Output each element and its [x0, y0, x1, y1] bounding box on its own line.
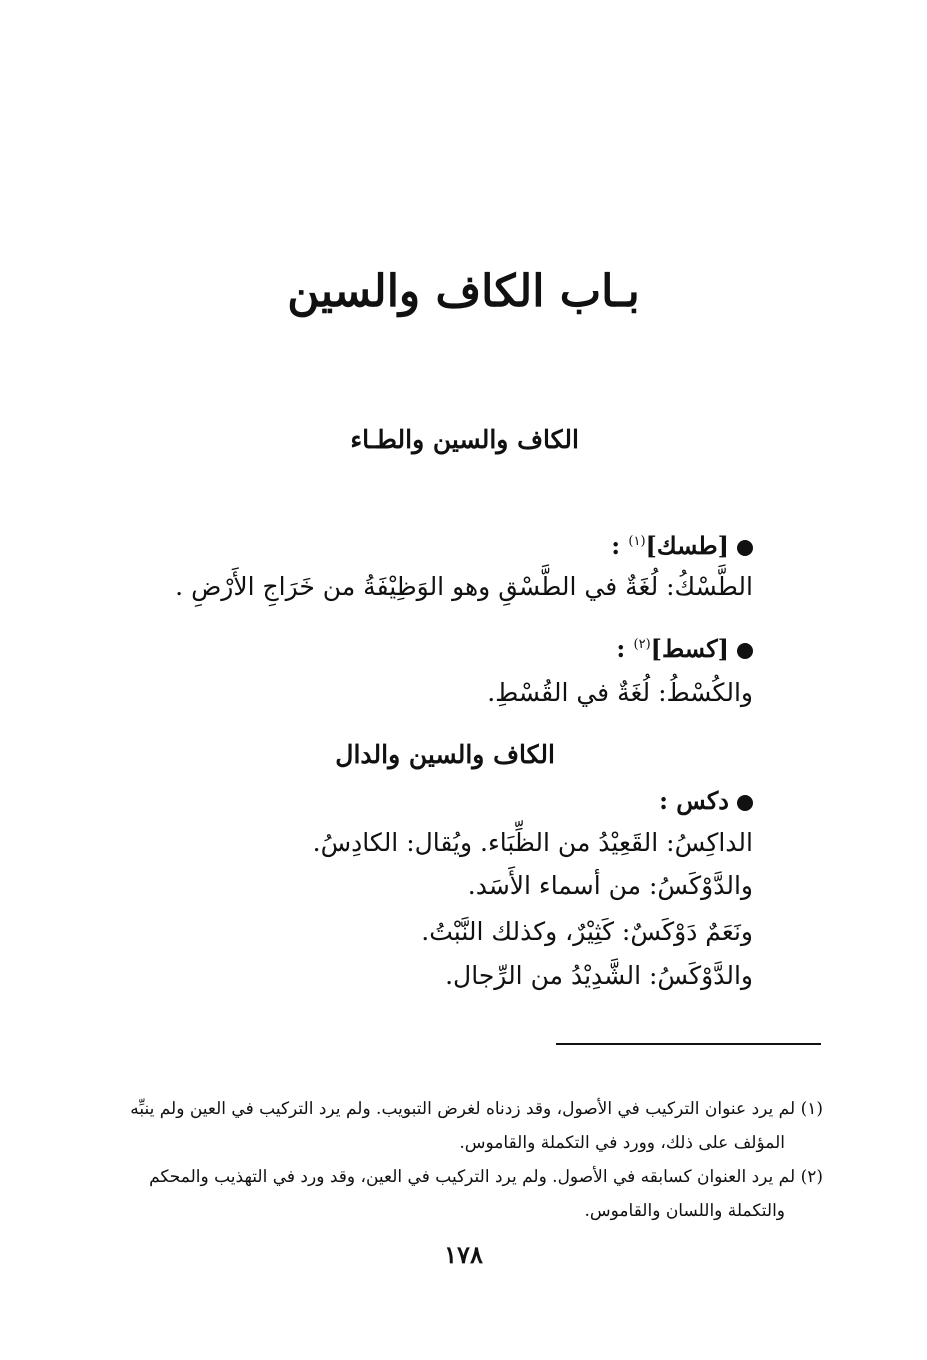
entry-colon: : — [659, 786, 668, 815]
entry-colon: : — [611, 531, 621, 560]
entry-heading-tsk — [611, 524, 753, 564]
entry-line: والكُسْطُ: لُغَةٌ في القُسْطِ. — [487, 678, 753, 707]
footnote-line: والتكملة واللسان والقاموس. — [584, 1201, 785, 1221]
entry-line: الطَّسْكُ: لُغَةٌ في الطَّسْقِ وهو الوَظِيْفَةُ من خَرَاجِ الأَرْضِ . — [175, 572, 753, 601]
entry-heading-label: دكس — [676, 786, 729, 815]
bullet-icon — [737, 795, 753, 811]
entry-line: والدَّوْكَسُ: الشَّدِيْدُ من الرِّجال. — [445, 961, 753, 990]
footnote-ref[interactable]: (٢) — [633, 637, 651, 652]
footnote-line: (١) لم يرد عنوان التركيب في الأصول، وقد زدناه لغرض التبويب. ولم يرد التركيب في العين ولم ينبِّه — [130, 1099, 823, 1119]
entry-heading-label: [طسك] — [645, 531, 729, 560]
chapter-title: بـاب الكاف والسين — [287, 266, 640, 317]
entry-line: الداكِسُ: القَعِيْدُ من الظِّبَاء. ويُقال: الكادِسُ. — [312, 828, 753, 857]
entry-line: ونَعَمٌ دَوْكَسٌ: كَثِيْرٌ، وكذلك النَّبْتُ. — [421, 917, 753, 946]
footnote-2 — [83, 1160, 823, 1228]
page-number: ١٧٨ — [444, 1240, 483, 1269]
bullet-icon — [737, 540, 753, 556]
footnote-divider — [556, 1043, 821, 1045]
footnote-line: المؤلف على ذلك، وورد في التكملة والقاموس. — [459, 1133, 785, 1153]
section-title-kaf-sin-dal: الكاف والسين والدال — [335, 740, 555, 769]
footnote-line: (٢) لم يرد العنوان كسابقه في الأصول. ولم يرد التركيب في العين، وقد ورد في التهذيب والمحكم — [149, 1167, 823, 1187]
footnote-1 — [83, 1092, 823, 1160]
entry-line: والدَّوْكَسُ: من أسماء الأَسَد. — [467, 871, 753, 900]
entry-heading-kst — [616, 627, 753, 667]
section-title-kaf-sin-ta: الكاف والسين والطـاء — [350, 425, 579, 454]
entry-heading-dks — [659, 783, 753, 819]
entry-colon: : — [616, 634, 626, 663]
bullet-icon — [737, 643, 753, 659]
entry-heading-label: [كسط] — [650, 634, 729, 663]
footnote-ref[interactable]: (١) — [628, 534, 646, 549]
